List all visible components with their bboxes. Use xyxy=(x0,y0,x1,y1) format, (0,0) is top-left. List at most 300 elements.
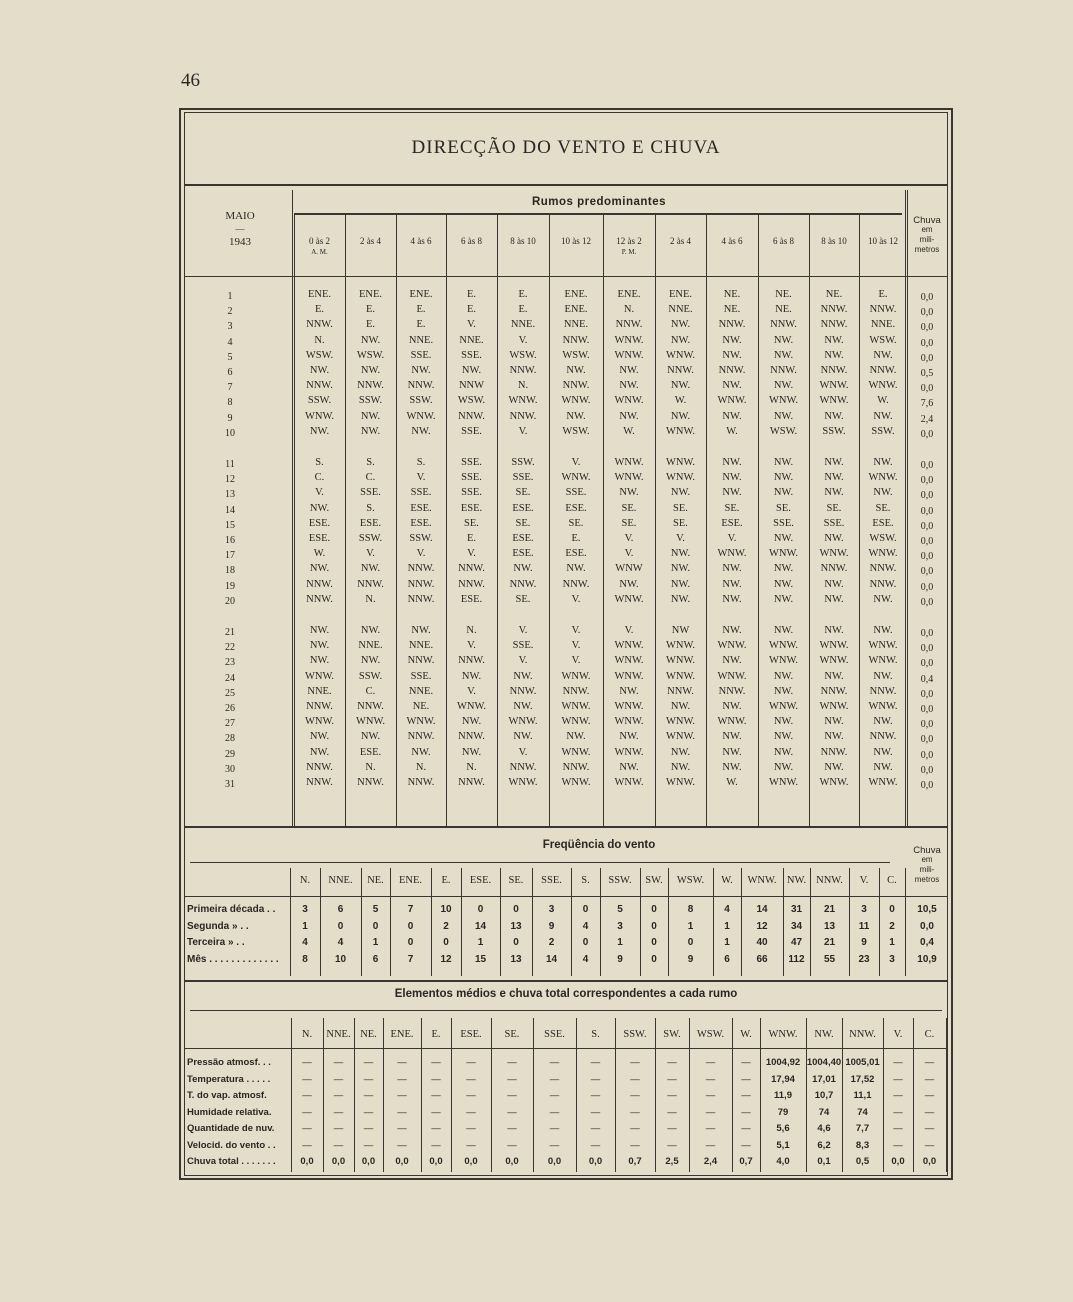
wind-direction-cell: WNW. xyxy=(614,670,644,682)
frequency-cell: 3 xyxy=(861,904,867,915)
wind-direction-cell: NW. xyxy=(824,670,844,682)
wind-direction-cell: NW. xyxy=(773,716,794,728)
wind-direction-cell: NW. xyxy=(773,457,794,468)
elements-cell: — xyxy=(705,1106,716,1118)
elements-row-label: T. do vap. atmosf. xyxy=(187,1090,267,1101)
elements-cell: — xyxy=(466,1090,476,1101)
wind-direction-cell: NW. xyxy=(309,746,330,758)
wind-direction-cell: NNW xyxy=(458,380,485,392)
elements-cell: — xyxy=(302,1073,312,1085)
elements-cell: — xyxy=(549,1057,560,1068)
wind-direction-cell: V. xyxy=(467,319,476,331)
wind-direction-cell: SSE. xyxy=(461,457,482,468)
wind-direction-cell: NNW. xyxy=(770,319,797,331)
wind-direction-cell: E. xyxy=(518,289,528,300)
wind-direction-cell: NNW. xyxy=(458,731,485,743)
frequency-cell: 9 xyxy=(548,920,555,932)
wind-direction-cell: NW. xyxy=(773,746,794,758)
rumos-header: Rumos predominantes xyxy=(531,196,667,208)
frequency-cell: 13 xyxy=(823,920,836,932)
elements-cell: — xyxy=(667,1123,677,1134)
wind-direction-cell: NNE. xyxy=(408,640,434,652)
rain-value: 0,0 xyxy=(920,383,934,395)
wind-direction-cell: WNW. xyxy=(819,548,849,560)
wind-direction-cell: NNW. xyxy=(562,685,590,697)
frequency-cell: 3 xyxy=(617,920,623,932)
wind-direction-cell: WNW. xyxy=(304,670,335,682)
elements-column-header: SW. xyxy=(663,1029,681,1040)
frequency-row-label: Segunda » . . xyxy=(187,920,249,932)
day-number: 15 xyxy=(225,519,235,531)
wind-direction-cell: WNW. xyxy=(717,640,747,652)
frequency-cell: 0 xyxy=(477,904,484,915)
wind-direction-cell: ESE. xyxy=(512,548,534,560)
wind-direction-cell: WNW. xyxy=(665,425,696,437)
day-number: 1 xyxy=(227,291,233,302)
rain-value: 0,0 xyxy=(920,688,934,700)
wind-direction-cell: WNW. xyxy=(868,777,898,788)
elements-cell: — xyxy=(549,1106,560,1118)
elements-cell: — xyxy=(397,1106,407,1118)
frequency-cell: 2 xyxy=(889,920,895,932)
wind-direction-cell: NW. xyxy=(722,746,742,758)
wind-direction-cell: NW. xyxy=(773,487,794,499)
frequency-cell: 0 xyxy=(651,953,657,965)
day-number: 4 xyxy=(227,336,233,348)
elements-cell: — xyxy=(741,1057,751,1068)
frequency-cell: 112 xyxy=(788,953,805,965)
wind-direction-cell: NNW. xyxy=(306,578,333,590)
day-number: 27 xyxy=(225,718,235,730)
wind-direction-cell: WNW. xyxy=(614,349,644,361)
day-number: 23 xyxy=(225,657,235,669)
day-number: 16 xyxy=(225,535,235,546)
elements-cell: — xyxy=(705,1073,716,1085)
hour-header: 0 às 2 xyxy=(309,236,330,246)
wind-direction-cell: ENE. xyxy=(564,304,588,316)
frequency-column-header: V. xyxy=(859,875,869,886)
wind-direction-cell: NW xyxy=(671,625,690,636)
wind-direction-cell: V. xyxy=(416,548,426,560)
elements-cell: — xyxy=(466,1073,476,1085)
wind-direction-cell: NW. xyxy=(873,349,893,361)
frequency-cell: 0 xyxy=(582,937,589,948)
wind-direction-cell: NW. xyxy=(360,563,381,575)
wind-direction-cell: NW. xyxy=(824,716,844,728)
wind-direction-cell: NE. xyxy=(412,701,430,712)
elements-cell: — xyxy=(466,1057,476,1068)
wind-direction-cell: NW. xyxy=(824,731,844,743)
wind-direction-cell: WNW. xyxy=(406,410,436,422)
wind-direction-cell: NNE. xyxy=(563,319,589,331)
wind-direction-cell: WSW. xyxy=(769,425,798,437)
wind-direction-cell: NW. xyxy=(309,563,330,575)
elements-cell: — xyxy=(549,1139,560,1151)
rain-value: 0,0 xyxy=(920,734,934,746)
wind-direction-cell: WNW. xyxy=(614,716,644,728)
elements-cell: — xyxy=(302,1123,312,1134)
day-number: 11 xyxy=(225,459,235,470)
wind-direction-cell: V. xyxy=(366,548,375,560)
wind-direction-cell: SSW. xyxy=(358,670,383,682)
wind-direction-cell: NW. xyxy=(670,487,691,499)
rain-value: 0,0 xyxy=(920,643,934,655)
wind-direction-cell: SSW. xyxy=(358,533,383,544)
day-number: 19 xyxy=(225,580,235,592)
wind-direction-cell: NW. xyxy=(873,670,893,682)
frequency-cell: 10 xyxy=(334,953,347,965)
elements-cell: 1004,40 xyxy=(806,1057,842,1068)
wind-direction-cell: NW. xyxy=(411,425,431,437)
wind-direction-cell: NW. xyxy=(722,472,742,484)
day-number: 18 xyxy=(225,565,235,577)
wind-direction-cell: WNW. xyxy=(717,548,747,560)
frequency-cell: 1 xyxy=(724,920,730,932)
day-number: 12 xyxy=(225,474,235,486)
frequency-cell: 8 xyxy=(687,904,694,915)
wind-direction-cell: S. xyxy=(366,457,375,468)
wind-direction-cell: NE. xyxy=(775,289,792,300)
wind-direction-cell: NW. xyxy=(824,457,844,468)
wind-direction-cell: SSE. xyxy=(461,349,482,361)
elements-cell: — xyxy=(302,1090,312,1101)
wind-direction-cell: ESE. xyxy=(512,502,534,514)
wind-direction-cell: NW. xyxy=(824,625,844,636)
rain-value: 0,0 xyxy=(920,475,934,487)
frequency-column-header: SSW. xyxy=(608,875,632,886)
wind-direction-cell: W. xyxy=(877,395,889,407)
wind-direction-cell: NNW. xyxy=(306,380,333,392)
wind-direction-cell: NW. xyxy=(309,365,330,376)
wind-direction-cell: WNW. xyxy=(561,701,591,712)
elements-cell: 5,1 xyxy=(776,1139,790,1151)
frequency-cell: 55 xyxy=(823,953,836,965)
elements-cell: 0,0 xyxy=(395,1156,409,1167)
wind-direction-cell: WNW. xyxy=(819,380,849,392)
elements-cell: 0,0 xyxy=(588,1156,603,1167)
rain-value: 0,0 xyxy=(920,581,934,593)
wind-direction-cell: NW. xyxy=(309,640,330,652)
elements-cell: 5,6 xyxy=(776,1123,790,1134)
wind-direction-cell: NW. xyxy=(619,578,639,590)
wind-direction-cell: WNW. xyxy=(665,670,696,682)
wind-direction-cell: NW. xyxy=(722,655,742,667)
elements-cell: — xyxy=(590,1090,601,1101)
frequency-column-header: NNW. xyxy=(816,875,843,886)
wind-direction-cell: WNW. xyxy=(819,655,849,667)
wind-direction-cell: NW. xyxy=(722,563,742,575)
elements-cell: 0,0 xyxy=(300,1156,314,1167)
wind-direction-cell: NW. xyxy=(824,487,844,499)
rain-value: 0,0 xyxy=(920,505,934,517)
elements-cell: 0,5 xyxy=(855,1156,870,1167)
wind-direction-cell: SSE. xyxy=(823,517,845,529)
elements-row-label: Velocid. do vento . . xyxy=(187,1139,276,1151)
wind-direction-cell: NW. xyxy=(309,731,330,743)
header-bottom-rule xyxy=(184,276,948,277)
wind-direction-cell: SSW. xyxy=(822,425,846,437)
wind-direction-cell: WNW. xyxy=(819,640,849,652)
wind-direction-cell: ENE. xyxy=(564,289,588,300)
elements-cell: 6,2 xyxy=(817,1139,831,1151)
wind-direction-cell: NW. xyxy=(722,625,742,636)
wind-direction-cell: ENE. xyxy=(409,289,433,300)
month-dash: — xyxy=(235,224,245,234)
elements-cell: — xyxy=(333,1106,344,1118)
elements-cell: — xyxy=(924,1073,935,1085)
elements-cell: — xyxy=(667,1073,677,1085)
frequency-cell: 10 xyxy=(440,904,452,915)
page-title: DIRECÇÃO DO VENTO E CHUVA xyxy=(411,137,721,158)
frequency-cell: 21 xyxy=(823,904,836,915)
frequency-rain-cell: 10,9 xyxy=(917,953,937,965)
wind-direction-cell: SSW. xyxy=(409,533,433,544)
elements-cell: — xyxy=(333,1057,344,1068)
wind-direction-cell: NNW. xyxy=(820,685,848,697)
frequency-column-header: N. xyxy=(299,875,311,886)
frequency-column-header: C. xyxy=(887,875,897,886)
wind-direction-cell: WSW. xyxy=(869,334,897,346)
frequency-column-header: NW. xyxy=(786,875,807,886)
frequency-cell: 12 xyxy=(756,920,768,932)
wind-direction-cell: NW. xyxy=(873,487,893,499)
wind-direction-cell: NW. xyxy=(670,578,691,590)
wind-direction-cell: NNW. xyxy=(509,410,537,422)
frequency-cell: 21 xyxy=(823,937,836,948)
wind-direction-cell: NW. xyxy=(670,593,691,605)
frequency-cell: 5 xyxy=(372,904,379,915)
elements-cell: — xyxy=(667,1139,677,1151)
wind-direction-cell: NW. xyxy=(619,685,639,697)
wind-direction-cell: NNW. xyxy=(770,365,797,376)
wind-direction-cell: V. xyxy=(571,640,581,652)
frequency-cell: 2 xyxy=(443,920,449,932)
frequency-cell: 0 xyxy=(407,937,414,948)
frequency-cell: 12 xyxy=(440,953,452,965)
wind-direction-cell: ESE. xyxy=(460,502,483,514)
wind-direction-cell: WNW. xyxy=(561,716,591,728)
wind-direction-cell: ENE. xyxy=(617,289,641,300)
wind-direction-cell: WNW. xyxy=(561,472,591,484)
wind-direction-cell: WNW. xyxy=(614,593,644,605)
wind-direction-cell: NW. xyxy=(773,593,794,605)
elements-cell: — xyxy=(466,1106,476,1118)
wind-direction-cell: NNW. xyxy=(820,304,848,316)
elements-cell: — xyxy=(363,1090,374,1101)
elements-cell: 0,7 xyxy=(739,1156,753,1167)
wind-direction-cell: NNW. xyxy=(407,563,435,575)
elements-cell: — xyxy=(741,1123,751,1134)
elements-cell: 0,7 xyxy=(628,1156,642,1167)
wind-direction-cell: SE. xyxy=(673,502,688,514)
frequency-cell: 1 xyxy=(302,920,308,932)
wind-direction-cell: NW. xyxy=(670,761,691,773)
wind-direction-cell: NW. xyxy=(773,380,794,392)
wind-direction-cell: ESE. xyxy=(359,517,382,529)
wind-direction-cell: N. xyxy=(365,761,376,773)
frequency-cell: 3 xyxy=(302,904,308,915)
elements-cell: — xyxy=(431,1073,441,1085)
elements-cell: — xyxy=(363,1073,374,1085)
frequency-cell: 1 xyxy=(724,937,730,948)
wind-direction-cell: SSE. xyxy=(410,670,432,682)
elements-cell: 0,0 xyxy=(429,1156,443,1167)
wind-direction-cell: NW. xyxy=(513,701,533,712)
elements-column-header: WNW. xyxy=(768,1029,798,1040)
elements-row-label: Temperatura . . . . . xyxy=(187,1073,271,1085)
elements-cell: — xyxy=(924,1057,935,1068)
wind-direction-cell: NE. xyxy=(825,289,843,300)
header-top-rule xyxy=(184,184,948,186)
day-number: 6 xyxy=(227,367,233,378)
wind-direction-cell: NW. xyxy=(513,731,533,743)
elements-cell: — xyxy=(667,1106,677,1118)
wind-direction-cell: NW. xyxy=(461,746,482,758)
elements-cell: — xyxy=(893,1090,903,1101)
elements-cell: — xyxy=(630,1139,640,1151)
wind-direction-cell: NW. xyxy=(722,410,742,422)
elements-cell: 7,7 xyxy=(855,1123,870,1134)
wind-direction-cell: NNW. xyxy=(820,365,848,376)
hour-header: 10 às 12 xyxy=(868,236,898,246)
elements-cell: — xyxy=(431,1139,441,1151)
wind-direction-cell: WNW. xyxy=(665,457,696,468)
wind-direction-cell: WNW. xyxy=(614,395,644,407)
wind-direction-cell: WNW. xyxy=(768,655,799,667)
wind-direction-cell: NW. xyxy=(309,502,330,514)
elements-cell: — xyxy=(893,1057,903,1068)
wind-direction-cell: NW. xyxy=(824,410,844,422)
frequency-rain-header: mili- xyxy=(919,865,935,874)
wind-direction-cell: N. xyxy=(466,625,477,636)
wind-direction-cell: SSW. xyxy=(511,457,535,468)
day-number: 22 xyxy=(225,642,235,654)
wind-direction-cell: WNW. xyxy=(868,655,898,667)
elements-cell: — xyxy=(507,1139,517,1151)
frequency-cell: 0 xyxy=(513,937,519,948)
wind-direction-cell: NW. xyxy=(309,625,330,636)
wind-direction-cell: WNW. xyxy=(868,472,898,484)
elements-header-bottom-rule xyxy=(184,1048,948,1049)
wind-direction-cell: NE. xyxy=(723,304,741,316)
wind-direction-cell: WNW. xyxy=(614,701,644,712)
wind-direction-cell: NNW. xyxy=(562,334,590,346)
frequency-rain-cell: 0,4 xyxy=(920,937,934,948)
day-number: 21 xyxy=(225,627,235,638)
frequency-cell: 11 xyxy=(858,920,870,932)
wind-direction-cell: NW. xyxy=(773,685,794,697)
wind-direction-cell: NW. xyxy=(773,472,794,484)
rain-value: 0,0 xyxy=(920,322,934,334)
wind-direction-cell: V. xyxy=(624,548,634,560)
frequency-cell: 6 xyxy=(337,904,344,915)
wind-direction-cell: WNW. xyxy=(819,701,849,712)
wind-direction-cell: NW. xyxy=(670,334,691,346)
elements-cell: — xyxy=(333,1090,344,1101)
wind-direction-cell: V. xyxy=(315,487,324,499)
frequency-cell: 1 xyxy=(889,937,895,948)
wind-direction-cell: NW. xyxy=(773,334,794,346)
wind-direction-cell: NW. xyxy=(824,761,844,773)
wind-direction-cell: NW. xyxy=(722,349,742,361)
wind-direction-cell: W. xyxy=(674,395,687,407)
elements-cell: — xyxy=(667,1090,677,1101)
elements-cell: 79 xyxy=(777,1106,789,1118)
frequency-cell: 0 xyxy=(651,904,657,915)
month-label: MAIO xyxy=(225,210,255,222)
wind-direction-cell: SE. xyxy=(673,517,688,529)
elements-row-label: Quantidade de nuv. xyxy=(187,1123,275,1134)
wind-direction-cell: N. xyxy=(314,334,325,346)
wind-direction-cell: SSE. xyxy=(512,472,534,484)
rain-value: 0,4 xyxy=(920,673,934,685)
wind-direction-cell: E. xyxy=(365,319,376,331)
wind-direction-cell: NNE. xyxy=(358,640,383,652)
wind-direction-cell: N. xyxy=(466,761,477,773)
wind-direction-cell: NW. xyxy=(873,625,893,636)
wind-direction-cell: SSW. xyxy=(871,425,895,437)
wind-direction-cell: N. xyxy=(415,761,427,773)
frequency-cell: 1 xyxy=(372,937,379,948)
wind-direction-cell: NE. xyxy=(723,289,741,300)
elements-cell: 0,0 xyxy=(891,1156,905,1167)
elements-cell: — xyxy=(507,1073,517,1085)
wind-direction-cell: SE. xyxy=(621,517,637,529)
wind-direction-cell: NW. xyxy=(360,365,381,376)
wind-direction-cell: WSW. xyxy=(509,349,537,361)
wind-direction-cell: NNE. xyxy=(408,685,434,697)
elements-cell: — xyxy=(466,1123,476,1134)
wind-direction-cell: NW. xyxy=(824,472,844,484)
wind-direction-cell: NW. xyxy=(722,380,742,392)
rain-header: mili- xyxy=(919,235,935,244)
elements-cell: — xyxy=(302,1139,312,1151)
elements-column-header: NE. xyxy=(360,1029,377,1040)
frequency-column-header: WNW. xyxy=(747,875,777,886)
elements-cell: 10,7 xyxy=(814,1090,834,1101)
frequency-cell: 0 xyxy=(443,937,449,948)
frequency-column-header: SSE. xyxy=(541,875,562,886)
wind-direction-cell: WNW. xyxy=(561,670,591,682)
frequency-cell: 5 xyxy=(617,904,623,915)
wind-direction-cell: NW. xyxy=(619,410,639,422)
wind-direction-cell: V. xyxy=(467,640,476,652)
wind-direction-cell: W. xyxy=(726,425,738,437)
elements-column-rule xyxy=(946,1018,947,1172)
wind-direction-cell: NNW. xyxy=(306,761,333,773)
wind-direction-cell: E. xyxy=(466,289,477,300)
wind-direction-cell: NNE. xyxy=(870,319,896,331)
elements-cell: — xyxy=(705,1090,716,1101)
elements-cell: — xyxy=(630,1073,640,1085)
elements-cell: — xyxy=(363,1106,374,1118)
elements-cell: — xyxy=(363,1057,374,1068)
wind-direction-cell: WNW. xyxy=(508,777,538,788)
wind-direction-cell: W. xyxy=(313,548,326,560)
hour-header: 2 às 4 xyxy=(360,236,381,246)
elements-cell: — xyxy=(741,1090,751,1101)
wind-direction-cell: ESE. xyxy=(308,533,331,544)
wind-direction-cell: ENE. xyxy=(307,289,332,300)
wind-direction-cell: V. xyxy=(571,625,581,636)
rain-value: 0,0 xyxy=(920,352,934,364)
rain-value: 0,0 xyxy=(920,764,934,776)
wind-direction-cell: NNW. xyxy=(407,578,435,590)
frequency-cell: 7 xyxy=(407,953,414,965)
wind-direction-cell: SSE. xyxy=(461,425,482,437)
elements-column-header: N. xyxy=(301,1029,313,1040)
wind-direction-cell: ESE. xyxy=(460,593,483,605)
